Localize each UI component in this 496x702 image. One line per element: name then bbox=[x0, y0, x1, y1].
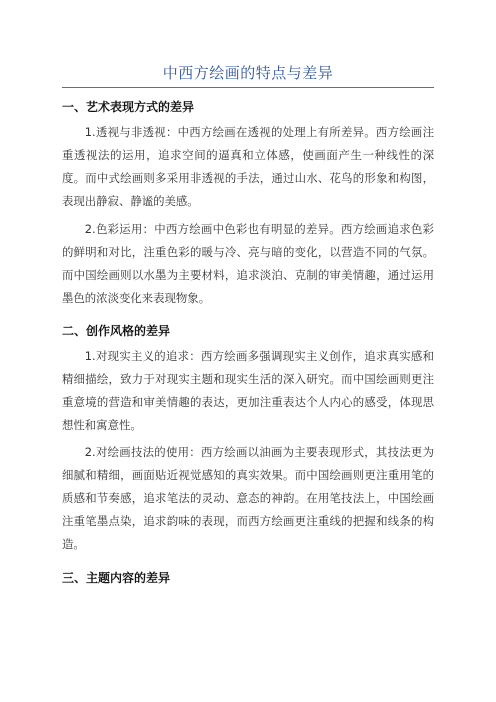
section-heading-2: 二、创作风格的差异 bbox=[62, 324, 171, 338]
paragraph-technique: 2.对绘画技法的使用：西方绘画以油画为主要表现形式，其技法更为细腻和精细，画面贴近视觉感知的真实效果。而中国绘画则更注重用笔的质感和节奏感，追求笔法的灵动、意态的神韵。在用笔技法上，中国绘画注重笔墨点染，追求韵味的表现，而西方绘画更注重线的把握和线条的构造。 bbox=[62, 445, 434, 551]
paragraph-color: 2.色彩运用：中西方绘画中色彩也有明显的差异。西方绘画追求色彩的鲜明和对比，注重色彩的暖与冷、亮与暗的变化，以营造不同的气氛。而中国绘画则以水墨为主要材料，追求淡泊、克制的审美情趣，通过运用墨色的浓淡变化来表现物象。 bbox=[62, 222, 434, 305]
section-heading-3: 三、主题内容的差异 bbox=[62, 571, 171, 585]
section-heading-1: 一、艺术表现方式的差异 bbox=[62, 100, 195, 114]
document-title: 中西方绘画的特点与差异 bbox=[162, 64, 334, 82]
paragraph-realism: 1.对现实主义的追求：西方绘画多强调现实主义创作，追求真实感和精细描绘，致力于对现实主题和现实生活的深入研究。而中国绘画则更注重意境的营造和审美情趣的表达，更加注重表达个人内心的感受，体现思想性和寓意性。 bbox=[62, 349, 434, 432]
paragraph-perspective: 1.透视与非透视：中西方绘画在透视的处理上有所差异。西方绘画注重透视法的运用，追求空间的逼真和立体感，使画面产生一种线性的深度。而中式绘画则多采用非透视的手法，通过山水、花鸟的形象和构图，表现出静寂、静谧的美感。 bbox=[62, 125, 434, 208]
title-underline bbox=[62, 87, 434, 88]
